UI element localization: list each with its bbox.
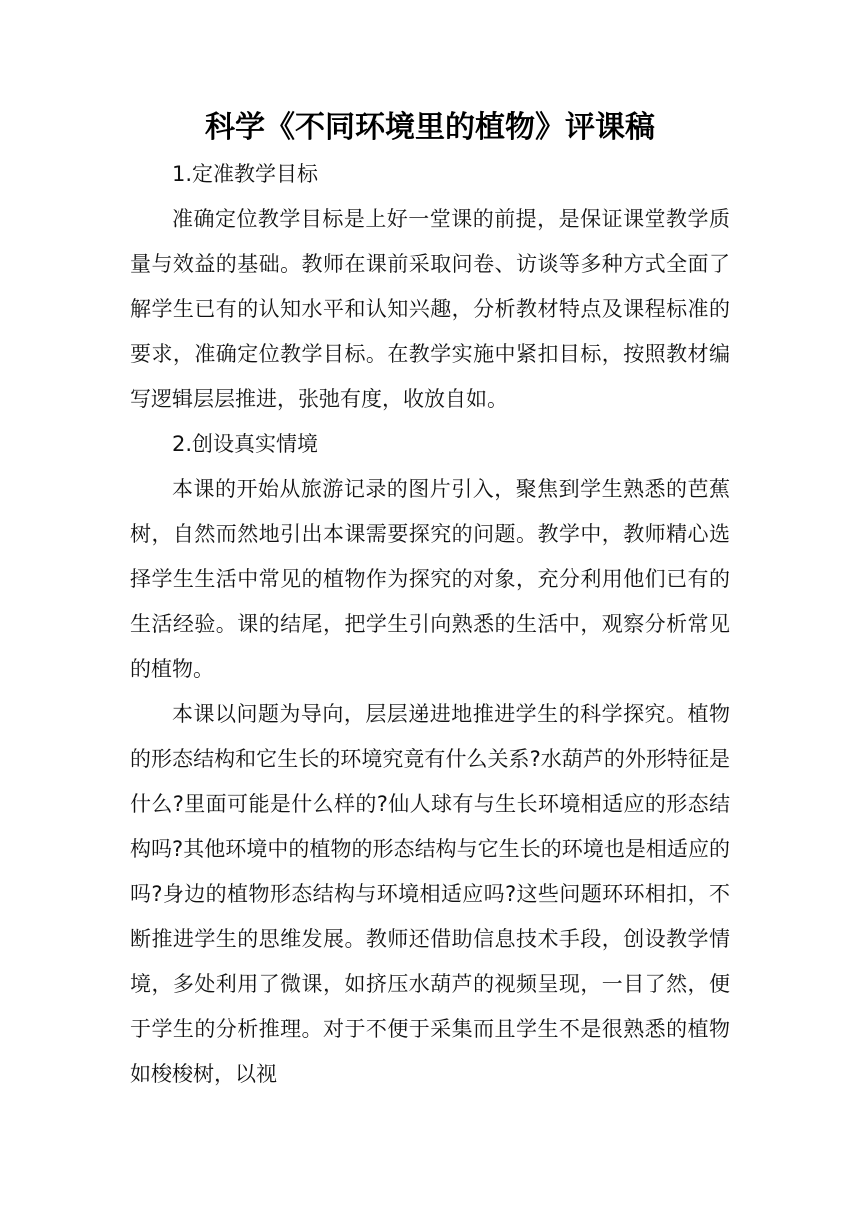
paragraph-2: 本课的开始从旅游记录的图片引入，聚焦到学生熟悉的芭蕉树，自然而然地引出本课需要探究的问题。教学中，教师精心选择学生生活中常见的植物作为探究的对象，充分利用他们已有的生活经验。课的结尾，把学生引向熟悉的生活中，观察分析常见的植物。 [130, 477, 730, 681]
document-title: 科学《不同环境里的植物》评课稿 [205, 110, 655, 145]
document-body [130, 152, 730, 1097]
section-heading-2: 2.创设真实情境 [172, 432, 319, 456]
paragraph-3: 本课以问题为导向，层层递进地推进学生的科学探究。植物的形态结构和它生长的环境究竟有什么关系?水葫芦的外形特征是什么?里面可能是什么样的?仙人球有与生长环境相适应的形态结构吗?其他环境中的植物的形态结构与它生长的环境也是相适应的吗?身边的植物形态结构与环境相适应吗?这些问题环环相扣，不断推进学生的思维发展。教师还借助信息技术手段，创设教学情境，多处利用了微课，如挤压水葫芦的视频呈现，一目了然，便于学生的分析推理。对于不便于采集而且学生不是很熟悉的植物如梭梭树，以视 [130, 702, 730, 1086]
paragraph-1: 准确定位教学目标是上好一堂课的前提，是保证课堂教学质量与效益的基础。教师在课前采取问卷、访谈等多种方式全面了解学生已有的认知水平和认知兴趣，分析教材特点及课程标准的要求，准确定位教学目标。在教学实施中紧扣目标，按照教材编写逻辑层层推进，张弛有度，收放自如。 [130, 207, 730, 411]
section-heading-1: 1.定准教学目标 [172, 162, 319, 186]
